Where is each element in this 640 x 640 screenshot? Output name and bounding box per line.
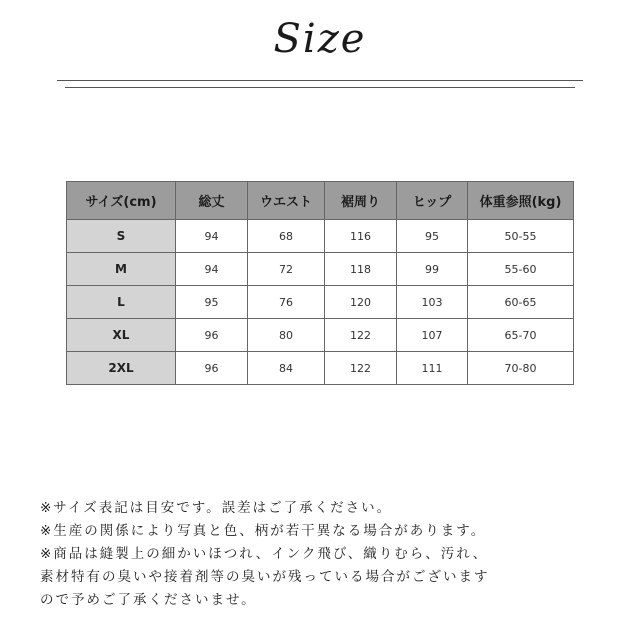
table-cell: 99 [397,253,468,286]
title-divider-bottom [65,87,575,88]
table-row [67,319,574,352]
table-cell: 95 [397,220,468,253]
header-size: サイズ(cm) [67,182,176,220]
table-cell: 94 [176,253,248,286]
table-cell: 94 [176,220,248,253]
header-weight: 体重参照(kg) [468,182,574,220]
table-cell: 96 [176,319,248,352]
table-cell: 116 [325,220,397,253]
table-cell: 103 [397,286,468,319]
table-cell: 68 [248,220,325,253]
table-cell: 50-55 [468,220,574,253]
size-table [66,181,574,385]
table-header-row [67,182,574,220]
table-cell: 111 [397,352,468,385]
header-hem: 裾周り [325,182,397,220]
size-label: M [67,253,176,286]
table-cell: 76 [248,286,325,319]
table-cell: 65-70 [468,319,574,352]
table-cell: 107 [397,319,468,352]
table-cell: 118 [325,253,397,286]
note-line: ※生産の関係により写真と色、柄が若干異なる場合があります。 [40,523,487,539]
table-cell: 55-60 [468,253,574,286]
note-line: ※サイズ表記は目安です。誤差はご了承ください。 [40,500,393,516]
size-label: L [67,286,176,319]
size-label: 2XL [67,352,176,385]
table-cell: 84 [248,352,325,385]
table-cell: 80 [248,319,325,352]
table-row [67,352,574,385]
table-row [67,286,574,319]
note-line: 素材特有の臭いや接着剤等の臭いが残っている場合がございます [40,569,490,585]
header-total-length: 総丈 [176,182,248,220]
table-cell: 122 [325,319,397,352]
table-cell: 70-80 [468,352,574,385]
table-cell: 95 [176,286,248,319]
table-row [67,253,574,286]
header-hip: ヒップ [397,182,468,220]
table-cell: 60-65 [468,286,574,319]
table-cell: 72 [248,253,325,286]
note-line: ※商品は縫製上の細かいほつれ、インク飛び、織りむら、汚れ、 [40,546,489,562]
title-divider-top [57,80,583,81]
table-cell: 120 [325,286,397,319]
table-cell: 96 [176,352,248,385]
size-label: XL [67,319,176,352]
table-cell: 122 [325,352,397,385]
page-title: Size [273,16,367,62]
size-label: S [67,220,176,253]
header-waist: ウエスト [248,182,325,220]
note-line: ので予めご了承くださいませ。 [40,592,257,608]
table-row [67,220,574,253]
notes-block [40,497,620,612]
